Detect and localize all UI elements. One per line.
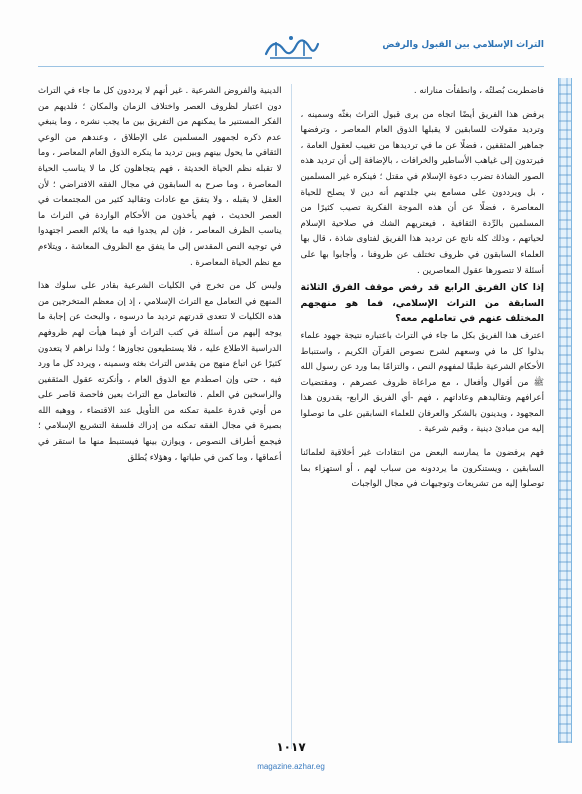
section-heading: إذا كان الفريق الرابع قد رفض موقف الفرق الثلاثة السابقة من التراث الإسلامي، فما هو منهجهم المختلف عنهم في تعاملهم معه؟ <box>300 282 544 325</box>
column-divider <box>291 84 292 749</box>
azhar-logo-icon <box>260 28 322 68</box>
paragraph: اعترف هذا الفريق بكل ما جاء في التراث باعتباره نتيجة جهود علماء بذلوا كل ما في وسعهم لشرح نصوص القرآن الكريم ، واستنباط الأحكام الشرعية طبقًا لمفهوم النص ، والتزامًا بما ورد عن رسول الله ﷺ من أقوال وأفعال ، مع مراعاة ظروف عصرهم ، ومقتضيات أعرافهم وتقاليدهم وعاداتهم ، فهم -أي الفريق الرابع- يقدرون هذا المجهود ، ويدينون بالشكر والعرفان للعلماء السابقين على ما توصلوا إليه من مبادئ دينية ، وقيم شرعية . <box>300 330 544 435</box>
page-number: ١٠١٧ <box>276 740 306 754</box>
paragraph: فهم يرفضون ما يمارسه البعض من انتقادات غير أخلاقية لعلمائنا السابقين ، ويستنكرون ما يرددونه من سباب لهم ، أو استهزاء بما توصلوا إليه من تشريعات وتوجيهات في مجال الواجبات <box>300 448 544 490</box>
footer-url[interactable]: magazine.azhar.eg <box>257 762 325 771</box>
azhar-logo <box>260 28 322 68</box>
right-column <box>301 84 545 749</box>
paragraph: وليس كل من تخرج في الكليات الشرعية بقادر على سلوك هذا المنهج في التعامل مع التراث الإسلامي ، إذ إن معظم المتخرجين من هذه الكليات لا تتعدى قدرتهم ترديد ما درسوه ، والبحث عن إجابة ما يوجه إليهم من أسئلة في كتب التراث أو فيما هيأت لهم ظروفهم الدراسية الاطلاع عليه ، فلا يستطيعون تجاوزها ؛ ولذا نراهم لا يتعدون كثيرًا عن اتباع منهج من يقدس التراث بغثه وسمينه ، ويردد كل ما ورد فيه ، حتى وإن اصطدم مع الذوق العام ، وأنكرته عقول المثقفين والراسخين في العلم . فالتعامل مع التراث بعين فاحصة قاصر على من أوتي قدرة علمية تمكنه من التأويل عند الاقتضاء ، ووهبه الله بصيرة في مجال الفقه تمكنه من إدراك فلسفة التشريع الإسلامي ؛ فيجمع أطراف النصوص ، ويوازن بينها فيستنبط منها ما استقر في أعماقها ، وما كمن في طياتها ، وهؤلاء يُطلق <box>38 281 282 463</box>
running-title: التراث الإسلامي بين القبول والرفض <box>382 40 544 50</box>
paragraph: الدينية والفروض الشرعية . غير أنهم لا يرددون كل ما جاء في التراث دون اعتبار لظروف العصر واختلاف الزمان والمكان ؛ فلديهم من الفكر المستنير ما يمكنهم من التفريق بين ما يجب نشره ، وما ينبغي عدم ذكره لجمهور المسلمين على الإطلاق ، وعندهم من الوعي الثقافي ما يحول بينهم وبين ترديد ما ينكره الذوق العام المعاصر ، وما لا تقبله نظم الحياة الحديثة ، فهم يتجاهلون كل ما لا يناسب الحياة المعاصرة ، وما صرح به السابقون في مجال الفقه الافتراضي ؛ لأن العقل لا يقبله ، ولا يتفق مع عادات وتقاليد كثير من المجتمعات في العصر الحديث ، فهم يأخذون من الأحكام الواردة في التراث ما يناسب الظرف المعاصر ، فإن لم يجدوا فيه ما يلائم العصر اجتهدوا في توجيه النص المقدس إلى ما يتفق مع الظروف المعاشة ، ويتلاءم مع نظم الحياة المعاصرة . <box>38 86 282 268</box>
article-body <box>38 84 544 749</box>
paragraph: فاضطربت بُصلتُه ، وانطفأت منارانه . <box>413 86 544 96</box>
decorative-border-strip <box>558 78 572 743</box>
paragraph: يرفض هذا الفريق أيضًا اتجاه من يرى قبول التراث بغثّه وسمينه ، وترديد مقولات للسابقين لا يقبلها الذوق العام المعاصر ، وترفضها جماهير المثقفين ، فضلًا عن ما في ترديدها من تغييب لعقول العامة ، فيرتدون إلى غياهب الأساطير والخرافات ، بالإضافة إلى أن ترديد هذه الصور الشاذة تضرب دعوة الإسلام في مقتل ؛ فينكره غير المسلمين ، بل ويرددون على مسامع بني جلدتهم أنه دين لا يصلح للحياة المعاصرة ، فضلًا عن أن هذه الموجة الفكرية تصيب كثيرًا من المسلمين بالرِّدة الثقافية ، فيعتريهم الشك في صلاحية الإسلام لحياتهم ، وذلك كله ناتج عن ترديد هذا الفريق لفتاوى شاذة ، قال بها العلماء السابقون في ظروف تختلف عن ظروفنا ، وأجابوا بها على أسئلة لا تتصورها عقول المعاصرين . <box>300 109 544 276</box>
header-rule <box>38 66 544 67</box>
left-column <box>38 84 282 749</box>
